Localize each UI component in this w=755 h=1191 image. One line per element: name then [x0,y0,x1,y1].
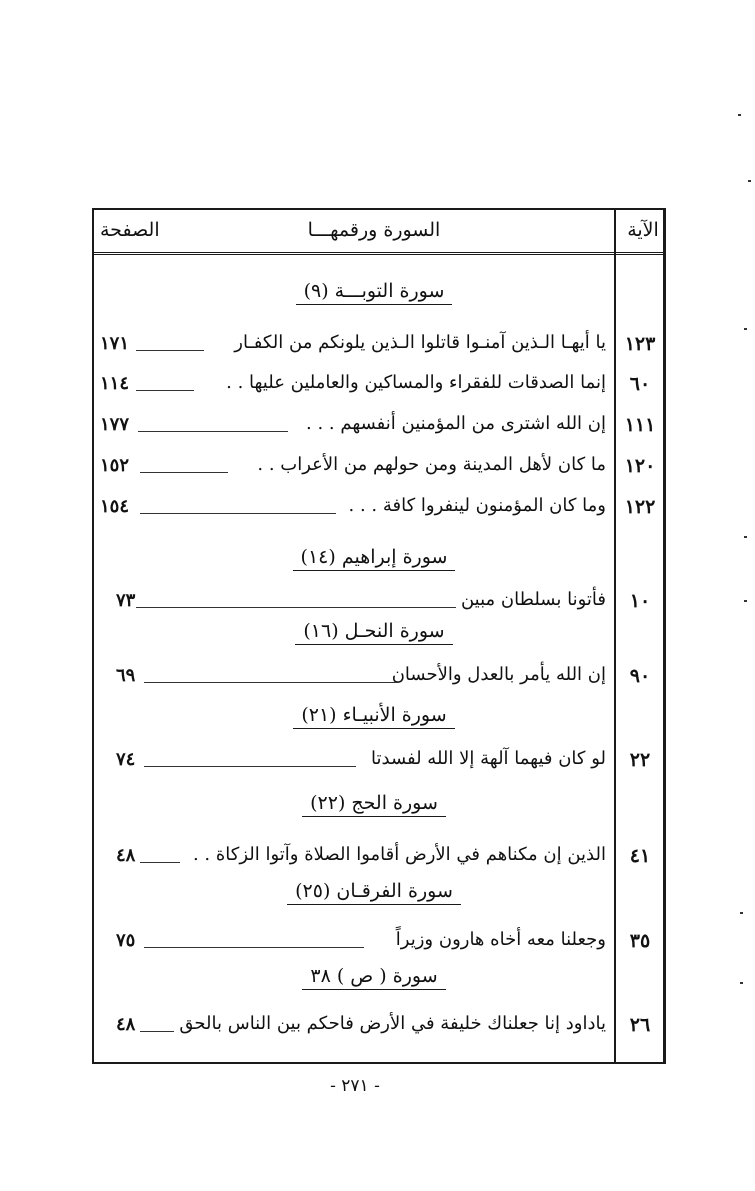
page-ref: ٧٥ [116,930,136,951]
surah-title-hajj: سورة الحج (٢٢) [284,792,464,817]
ayah-number: ١٢٠ [624,455,656,477]
leader-line [136,607,456,608]
list-item [94,587,664,617]
ayah-number: ١١١ [624,414,656,436]
ayah-number: ٢٢ [629,749,651,771]
list-item [94,927,664,957]
leader-line [140,513,336,514]
leader-line [144,947,364,948]
ayah-number: ٩٠ [629,665,651,687]
surah-title-sad: سورة ( ص ) ٣٨ [284,965,464,990]
scan-speck [748,180,751,182]
leader-line [140,862,180,863]
scan-speck [740,982,743,984]
list-item [94,370,664,400]
entry-text: وجعلنا معه أخاه هارون وزيراً [395,929,606,950]
leader-line [136,350,204,351]
scan-speck [744,600,747,602]
leader-line [144,682,398,683]
ayah-number: ١٠ [629,590,651,612]
page-ref: ٦٩ [116,665,136,686]
list-item [94,842,664,872]
entry-text: ياداود إنا جعلناك خليفة في الأرض فاحكم بين الناس بالحق [179,1013,606,1034]
entry-text: يا أيهـا الـذين آمنـوا قاتلوا الـذين يلونكم من الكفـار [234,332,606,353]
entry-text: إن الله يأمر بالعدل والأحسان [391,664,606,685]
page-ref: ٤٨ [116,845,136,866]
leader-line [140,472,228,473]
leader-line [140,1031,174,1032]
ayah-number: ١٢٢ [624,496,656,518]
entry-text: إن الله اشترى من المؤمنين أنفسهم . . . [306,413,606,434]
entry-text: وما كان المؤمنون لينفروا كافة . . . [348,495,606,516]
list-item [94,330,664,360]
entry-text: فأتونا بسلطان مبين [460,589,606,610]
entry-text: الذين إن مكناهم في الأرض أقاموا الصلاة وآتوا الزكاة . . [192,844,606,865]
scan-speck [740,912,743,914]
leader-line [136,390,194,391]
header-ayah: الآية [627,219,659,241]
page-ref: ٤٨ [116,1014,136,1035]
entry-text: ما كان لأهل المدينة ومن حولهم من الأعراب . . [257,454,606,475]
list-item [94,746,664,776]
page-number: - ٢٧١ - [330,1076,380,1096]
list-item [94,411,664,441]
ayah-number: ٦٠ [629,373,651,395]
leader-line [138,431,288,432]
surah-title-anbiya: سورة الأنبيـاء (٢١) [284,704,464,729]
surah-title-nahl: سورة النحـل (١٦) [284,620,464,645]
page-ref: ١٧٧ [100,414,130,435]
leader-line [144,766,356,767]
surah-title-tawba: سورة التوبـــة (٩) [284,280,464,305]
page-ref: ١١٤ [100,373,130,394]
scan-speck [738,114,741,116]
list-item [94,493,664,523]
entry-text: لو كان فيهما آلهة إلا الله لفسدتا [371,748,606,769]
entry-text: إنما الصدقات للفقراء والمساكين والعاملين عليها . . [226,372,606,393]
header-rule [94,252,663,255]
surah-title-furqan: سورة الفرقـان (٢٥) [284,880,464,905]
ayah-number: ٤١ [629,845,651,867]
page-ref: ٧٤ [116,749,136,770]
scan-speck [744,328,747,330]
ayah-number: ١٢٣ [624,333,656,355]
page-ref: ١٥٢ [100,455,130,476]
index-table [92,208,666,1064]
list-item [94,452,664,482]
ayah-number: ٣٥ [629,930,651,952]
scan-speck [744,536,747,538]
surah-title-ibrahim: سورة إبراهيم (١٤) [284,546,464,571]
ayah-number: ٢٦ [629,1014,651,1036]
header-surah: السورة ورقمهـــا [307,219,441,241]
header-page: الصفحة [100,219,160,241]
list-item [94,662,664,692]
list-item [94,1011,664,1041]
page-ref: ١٥٤ [100,496,130,517]
page-ref: ١٧١ [100,333,130,354]
page-ref: ٧٣ [116,590,136,611]
